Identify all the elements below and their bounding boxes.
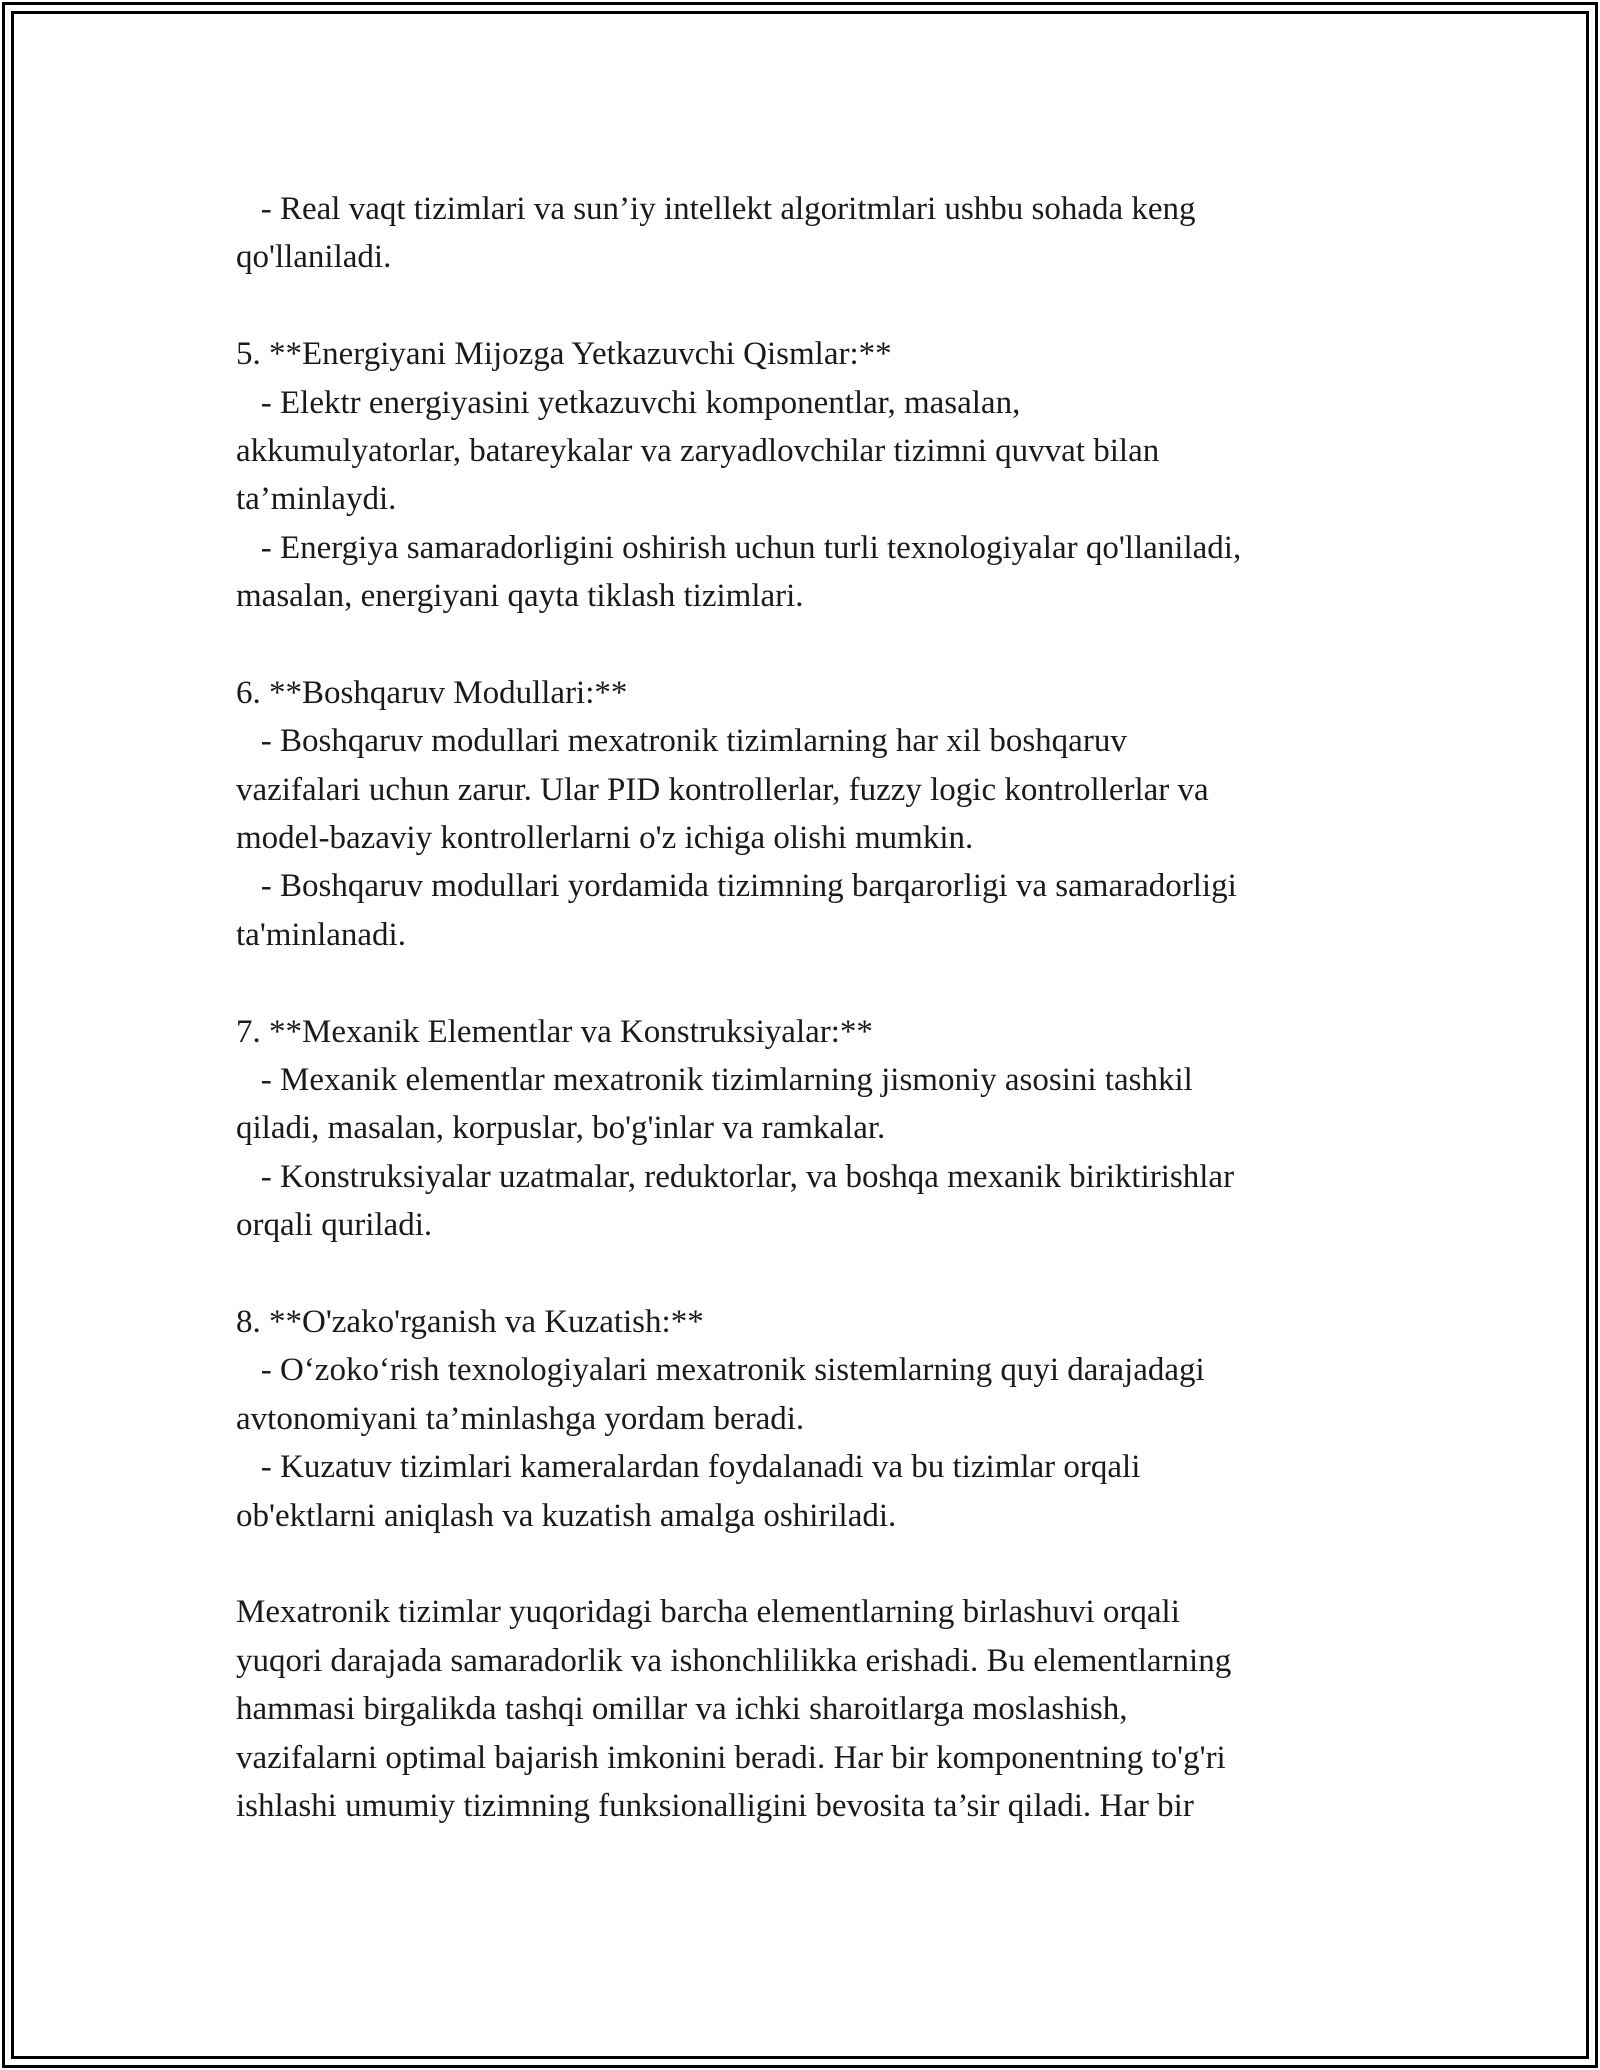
paragraph-line: yuqori darajada samaradorlik va ishonchlilikka erishadi. Bu elementlarning [236,1642,1232,1679]
blank-line [236,1540,1416,1588]
text-line: - O‘zoko‘rish texnologiyalari mexatronik sistemlarning quyi darajadagi [236,1352,1205,1389]
text-line: orqali quriladi. [236,1207,433,1244]
text-line: - Boshqaruv modullari yordamida tizimning barqarorligi va samaradorligi [236,868,1237,905]
section-heading: 5. **Energiyani Mijozga Yetkazuvchi Qismlar:** [236,336,892,373]
text-line: qo'llaniladi. [236,239,392,276]
paragraph-line: hammasi birgalikda tashqi omillar va ichki sharoitlarga moslashish, [236,1691,1128,1728]
blank-line [236,621,1416,669]
text-line: akkumulyatorlar, batareykalar va zaryadlovchilar tizimni quvvat bilan [236,432,1160,469]
text-line: - Boshqaruv modullari mexatronik tizimlarning har xil boshqaruv [236,723,1127,760]
blank-line [236,282,1416,330]
text-line: - Energiya samaradorligini oshirish uchun turli texnologiyalar qo'llaniladi, [236,529,1242,566]
document-body [236,185,1416,1830]
text-line: masalan, energiyani qayta tiklash tizimlari. [236,578,804,615]
text-line: - Konstruksiyalar uzatmalar, reduktorlar, va boshqa mexanik biriktirishlar [236,1158,1235,1195]
text-line: ta’minlaydi. [236,481,397,518]
text-line: - Elektr energiyasini yetkazuvchi komponentlar, masalan, [236,384,1021,421]
text-line: vazifalari uchun zarur. Ular PID kontrollerlar, fuzzy logic kontrollerlar va [236,771,1209,808]
paragraph-line: Mexatronik tizimlar yuqoridagi barcha elementlarning birlashuvi orqali [236,1594,1180,1631]
text-line: - Real vaqt tizimlari va sun’iy intellekt algoritmlari ushbu sohada keng [236,191,1196,227]
paragraph-line: ishlashi umumiy tizimning funksionalligini bevosita ta’sir qiladi. Har bir [236,1787,1194,1824]
text-line: model-bazaviy kontrollerlarni o'z ichiga olishi mumkin. [236,820,974,857]
text-line: - Kuzatuv tizimlari kameralardan foydalanadi va bu tizimlar orqali [236,1449,1141,1486]
section-heading: 7. **Mexanik Elementlar va Konstruksiyalar:** [236,1013,873,1050]
section-heading: 6. **Boshqaruv Modullari:** [236,674,628,711]
blank-line [236,1250,1416,1298]
blank-line [236,959,1416,1007]
paragraph-line: vazifalarni optimal bajarish imkonini beradi. Har bir komponentning to'g'ri [236,1739,1226,1776]
text-line: qiladi, masalan, korpuslar, bo'g'inlar va ramkalar. [236,1110,886,1147]
text-line: avtonomiyani ta’minlashga yordam beradi. [236,1400,805,1437]
section-heading: 8. **O'zako'rganish va Kuzatish:** [236,1303,704,1340]
text-line: - Mexanik elementlar mexatronik tizimlarning jismoniy asosini tashkil [236,1062,1193,1099]
text-line: ta'minlanadi. [236,916,406,953]
text-line: ob'ektlarni aniqlash va kuzatish amalga oshiriladi. [236,1497,897,1534]
